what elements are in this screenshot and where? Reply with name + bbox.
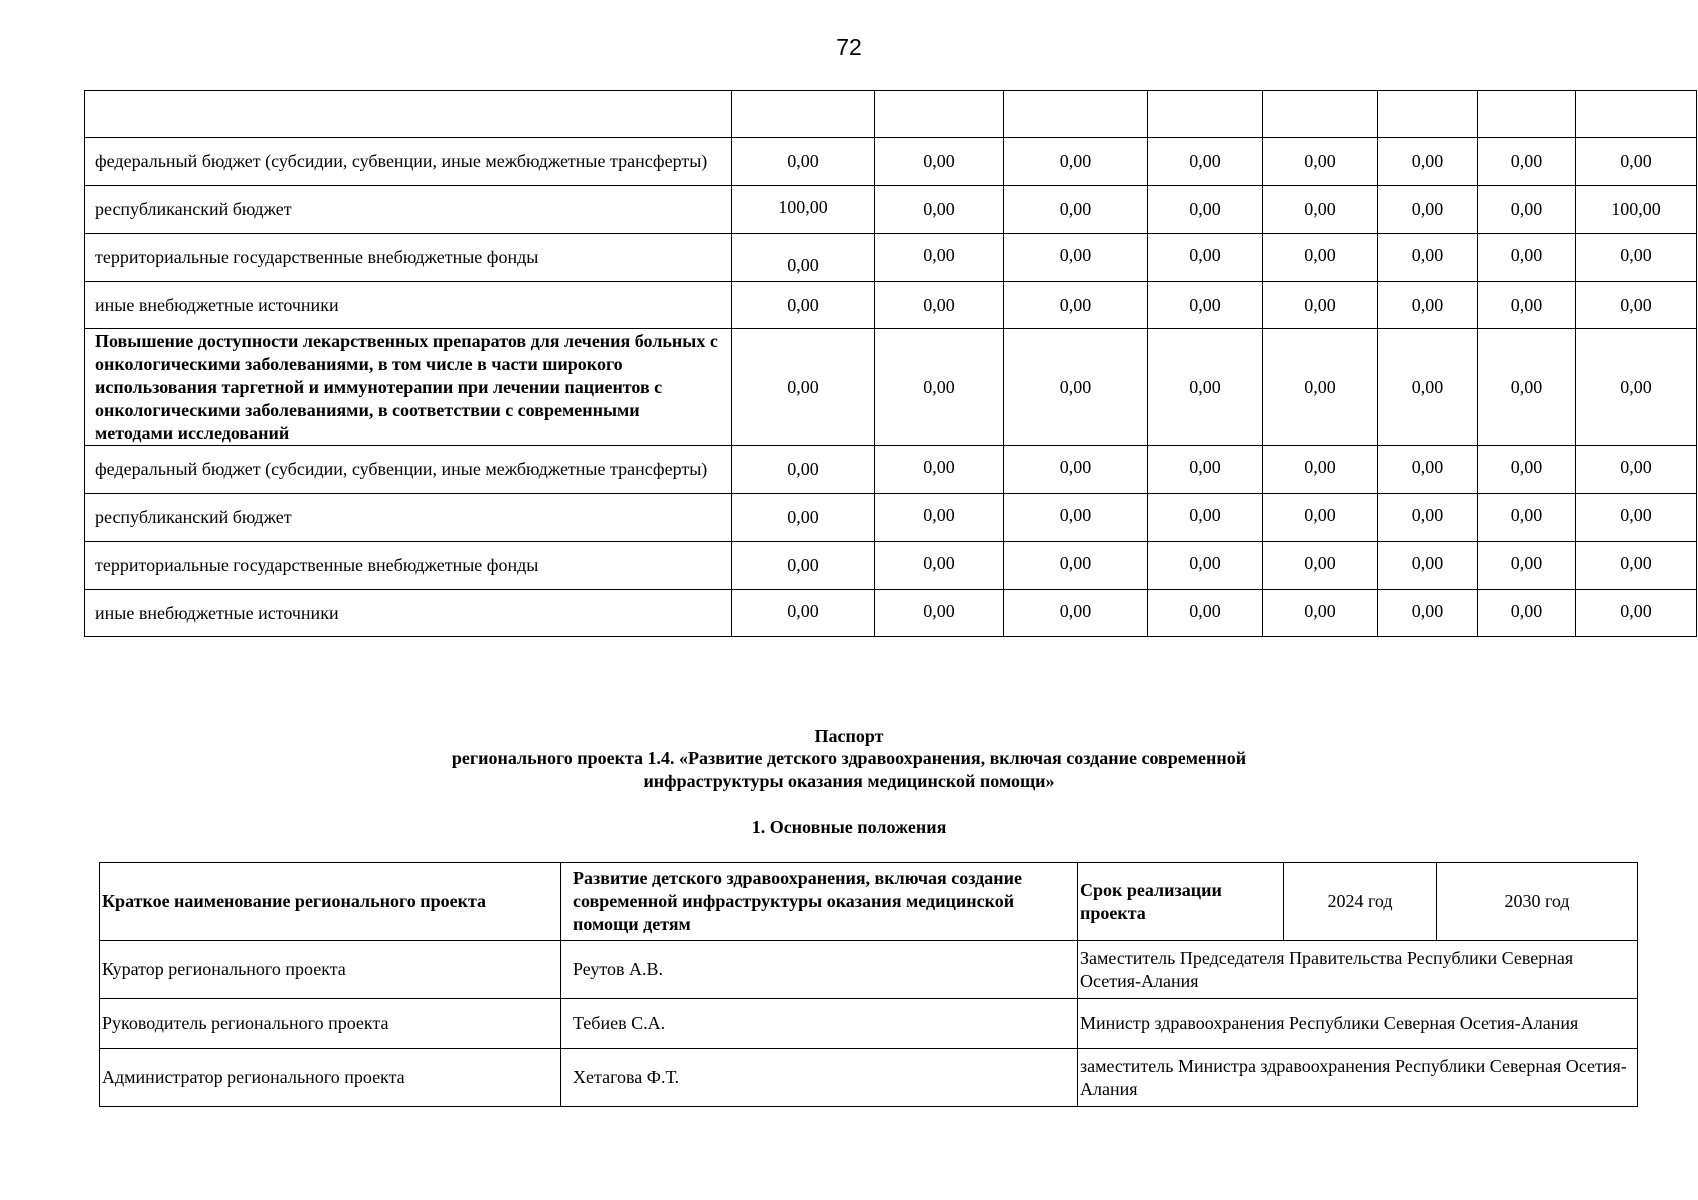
budget-value-cell	[1148, 91, 1263, 138]
budget-value-cell: 0,00	[1378, 282, 1478, 329]
budget-value-cell: 0,00	[1378, 590, 1478, 637]
page-number: 72	[836, 34, 862, 60]
budget-row	[85, 590, 1697, 637]
budget-value-cell: 0,00	[1004, 138, 1148, 186]
budget-value-cell: 0,00	[732, 446, 875, 494]
budget-value-cell: 0,00	[732, 590, 875, 637]
budget-value-cell: 0,00	[1478, 329, 1576, 446]
passport-row-short-name	[100, 863, 1638, 941]
budget-row-label: иные внебюджетные источники	[85, 282, 732, 329]
budget-row	[85, 91, 1697, 138]
budget-value-cell: 0,00	[875, 186, 1004, 234]
budget-value-cell: 0,00	[732, 494, 875, 542]
budget-value-cell: 0,00	[1478, 282, 1576, 329]
budget-value-cell: 0,00	[1004, 186, 1148, 234]
budget-value-cell: 0,00	[1576, 494, 1697, 542]
term-label: Срок реализации проекта	[1078, 863, 1284, 941]
person-name: Реутов А.В.	[561, 941, 1078, 999]
budget-value-cell: 0,00	[1478, 446, 1576, 494]
budget-row	[85, 186, 1697, 234]
person-position: заместитель Министра здравоохранения Республики Северная Осетия-Алания	[1078, 1049, 1638, 1107]
budget-value-cell: 0,00	[1004, 282, 1148, 329]
budget-value-cell: 0,00	[1148, 138, 1263, 186]
budget-value-cell: 0,00	[1378, 234, 1478, 282]
budget-value-cell: 0,00	[1148, 234, 1263, 282]
budget-row-label: территориальные государственные внебюджетные фонды	[85, 542, 732, 590]
budget-value-cell: 0,00	[875, 446, 1004, 494]
budget-value-cell: 0,00	[1148, 282, 1263, 329]
budget-value-cell: 0,00	[1004, 329, 1148, 446]
budget-value-cell: 0,00	[1004, 494, 1148, 542]
person-position: Заместитель Председателя Правительства Республики Северная Осетия-Алания	[1078, 941, 1638, 999]
budget-value-cell: 0,00	[1263, 186, 1378, 234]
budget-row	[85, 138, 1697, 186]
budget-value-cell: 0,00	[1148, 186, 1263, 234]
budget-value-cell: 0,00	[1263, 138, 1378, 186]
budget-value-cell: 0,00	[875, 590, 1004, 637]
role-label: Руководитель регионального проекта	[100, 999, 561, 1049]
budget-row	[85, 446, 1697, 494]
budget-value-cell: 0,00	[1263, 329, 1378, 446]
budget-value-cell: 0,00	[1148, 446, 1263, 494]
passport-row-curator	[100, 941, 1638, 999]
budget-value-cell: 0,00	[1576, 234, 1697, 282]
budget-value-cell: 0,00	[875, 234, 1004, 282]
budget-value-cell: 0,00	[1576, 329, 1697, 446]
term-end: 2030 год	[1437, 863, 1638, 941]
budget-value-cell: 0,00	[732, 138, 875, 186]
budget-value-cell: 0,00	[1478, 590, 1576, 637]
budget-value-cell: 0,00	[1378, 542, 1478, 590]
passport-subtitle-line-2: инфраструктуры оказания медицинской помощи»	[643, 771, 1055, 791]
budget-value-cell: 0,00	[1148, 542, 1263, 590]
budget-value-cell: 0,00	[1378, 494, 1478, 542]
passport-row-administrator	[100, 1049, 1638, 1107]
budget-value-cell: 0,00	[1478, 542, 1576, 590]
budget-value-cell: 0,00	[875, 494, 1004, 542]
budget-value-cell: 0,00	[1576, 446, 1697, 494]
budget-value-cell: 0,00	[1478, 186, 1576, 234]
budget-value-cell: 0,00	[1263, 494, 1378, 542]
budget-value-cell	[1478, 91, 1576, 138]
budget-row-label: Повышение доступности лекарственных препаратов для лечения больных с онкологическими заболеваниями, в том числе в части широкого использования таргетной и иммунотерапии при лечении пациентов с онкологическими заболеваниями, в соответствии с современными методами исследований	[85, 329, 732, 446]
budget-value-cell: 0,00	[1576, 282, 1697, 329]
budget-value-cell: 0,00	[1478, 138, 1576, 186]
budget-value-cell: 0,00	[1378, 446, 1478, 494]
budget-value-cell: 0,00	[1576, 542, 1697, 590]
budget-value-cell: 0,00	[1004, 234, 1148, 282]
budget-value-cell: 0,00	[875, 138, 1004, 186]
role-label: Куратор регионального проекта	[100, 941, 561, 999]
budget-value-cell: 0,00	[1378, 329, 1478, 446]
budget-table	[84, 90, 1697, 637]
budget-row	[85, 282, 1697, 329]
budget-row-label: республиканский бюджет	[85, 186, 732, 234]
section-title: 1. Основные положения	[751, 817, 947, 837]
budget-value-cell	[1263, 91, 1378, 138]
budget-value-cell: 0,00	[1004, 446, 1148, 494]
budget-row-label: федеральный бюджет (субсидии, субвенции, иные межбюджетные трансферты)	[85, 446, 732, 494]
budget-value-cell: 0,00	[1478, 494, 1576, 542]
budget-value-cell	[1004, 91, 1148, 138]
budget-row	[85, 494, 1697, 542]
budget-value-cell: 100,00	[732, 186, 875, 234]
budget-value-cell	[875, 91, 1004, 138]
budget-value-cell: 100,00	[1576, 186, 1697, 234]
budget-row	[85, 329, 1697, 446]
person-position: Министр здравоохранения Республики Северная Осетия-Алания	[1078, 999, 1638, 1049]
budget-value-cell: 0,00	[1263, 282, 1378, 329]
budget-row	[85, 542, 1697, 590]
budget-value-cell: 0,00	[1148, 494, 1263, 542]
budget-value-cell: 0,00	[1378, 138, 1478, 186]
budget-value-cell: 0,00	[1148, 329, 1263, 446]
budget-value-cell: 0,00	[1576, 590, 1697, 637]
budget-value-cell: 0,00	[875, 329, 1004, 446]
passport-heading: Паспорт	[814, 726, 884, 746]
budget-value-cell: 0,00	[732, 234, 875, 282]
budget-value-cell: 0,00	[1004, 590, 1148, 637]
short-name-value: Развитие детского здравоохранения, включая создание современной инфраструктуры оказания медицинской помощи детям	[561, 863, 1078, 941]
budget-value-cell	[732, 91, 875, 138]
person-name: Хетагова Ф.Т.	[561, 1049, 1078, 1107]
budget-value-cell: 0,00	[1263, 446, 1378, 494]
budget-value-cell: 0,00	[875, 282, 1004, 329]
budget-row	[85, 234, 1697, 282]
passport-table	[99, 862, 1638, 1107]
passport-subtitle-line-1: регионального проекта 1.4. «Развитие детского здравоохранения, включая создание современной	[451, 748, 1247, 768]
budget-value-cell: 0,00	[1263, 234, 1378, 282]
budget-value-cell	[1378, 91, 1478, 138]
budget-value-cell	[1576, 91, 1697, 138]
budget-value-cell: 0,00	[1478, 234, 1576, 282]
budget-value-cell: 0,00	[875, 542, 1004, 590]
budget-row-label: иные внебюджетные источники	[85, 590, 732, 637]
person-name: Тебиев С.А.	[561, 999, 1078, 1049]
passport-row-leader	[100, 999, 1638, 1049]
budget-value-cell: 0,00	[732, 329, 875, 446]
budget-value-cell: 0,00	[1004, 542, 1148, 590]
budget-value-cell: 0,00	[732, 282, 875, 329]
budget-value-cell: 0,00	[1378, 186, 1478, 234]
budget-value-cell: 0,00	[1576, 138, 1697, 186]
budget-value-cell: 0,00	[1263, 590, 1378, 637]
term-start: 2024 год	[1284, 863, 1437, 941]
budget-row-label: республиканский бюджет	[85, 494, 732, 542]
budget-value-cell: 0,00	[732, 542, 875, 590]
role-label: Администратор регионального проекта	[100, 1049, 561, 1107]
short-name-label: Краткое наименование регионального проекта	[100, 863, 561, 941]
budget-row-label: территориальные государственные внебюджетные фонды	[85, 234, 732, 282]
budget-row-label: федеральный бюджет (субсидии, субвенции, иные межбюджетные трансферты)	[85, 138, 732, 186]
budget-value-cell: 0,00	[1263, 542, 1378, 590]
budget-value-cell: 0,00	[1148, 590, 1263, 637]
budget-row-label	[85, 91, 732, 138]
